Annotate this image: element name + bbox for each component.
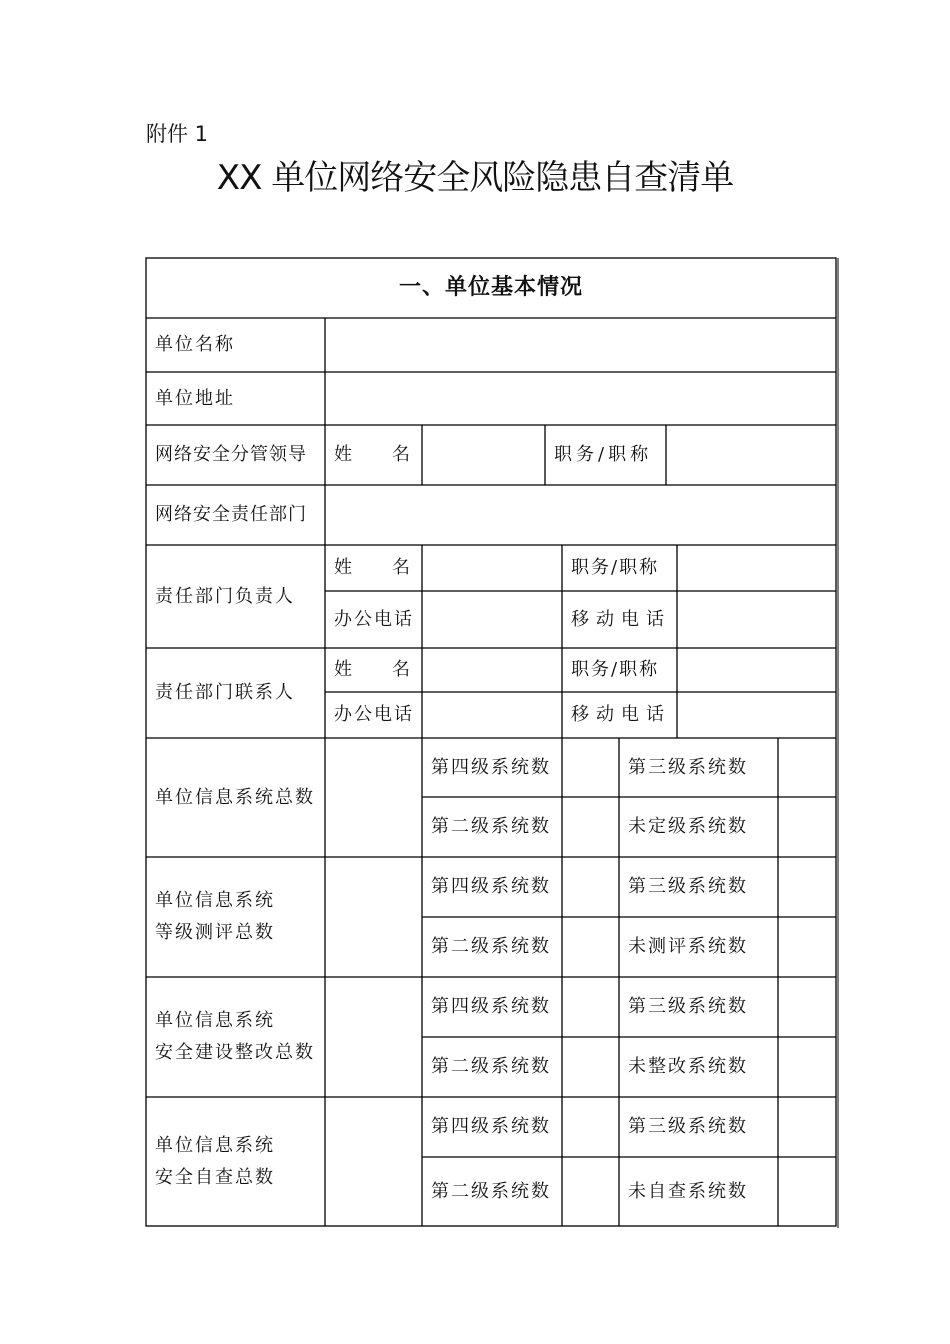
attachment-label: 附件 1 [146,122,209,146]
security-dept-label: 网络安全责任部门 [155,504,307,525]
name-char-2: 名 [392,557,412,578]
total-level2-field[interactable] [562,797,619,857]
eval-level4-field[interactable] [562,857,619,917]
systems-evaluation-field[interactable] [325,857,422,977]
dept-head-name-label [325,545,422,591]
dept-head-title-field[interactable] [677,545,836,591]
eval-level4-label: 第四级系统数 [431,876,551,897]
evaluation-label-line1: 单位信息系统 [155,890,275,911]
unit-address-field[interactable] [325,372,836,425]
dept-contact-title-field[interactable] [677,648,836,692]
total-unrated-field[interactable] [778,797,836,857]
dept-head-mobile-field[interactable] [677,591,836,648]
selfcheck-label-line1: 单位信息系统 [155,1134,275,1156]
document-title: XX 单位网络安全风险隐患自查清单 [216,158,734,198]
rect-level4-label: 第四级系统数 [431,996,551,1017]
total-level2-label: 第二级系统数 [431,816,551,837]
self-level3-field[interactable] [778,1097,836,1157]
total-level4-label: 第四级系统数 [431,756,551,778]
systems-total-field[interactable] [325,738,422,857]
self-level2-field[interactable] [562,1157,619,1226]
dept-contact-name-label [325,648,422,692]
self-level4-field[interactable] [562,1097,619,1157]
systems-rectification-field[interactable] [325,977,422,1097]
self-level4-label: 第四级系统数 [431,1116,551,1137]
self-unchecked-field[interactable] [778,1157,836,1226]
eval-level2-label: 第二级系统数 [431,936,551,957]
eval-unevaluated-label: 未测评系统数 [628,936,748,957]
selfcheck-label-line2: 安全自查总数 [155,1166,275,1188]
name-char-1: 姓 [334,659,354,680]
rect-level2-field[interactable] [562,1037,619,1097]
dept-contact-office-phone-field[interactable] [422,692,562,738]
self-unchecked-label: 未自查系统数 [628,1180,748,1202]
leader-name-label [325,425,422,485]
dept-contact-label: 责任部门联系人 [155,682,295,703]
unit-name-label: 单位名称 [155,334,235,355]
total-unrated-label: 未定级系统数 [628,816,748,837]
systems-total-label: 单位信息系统总数 [155,786,315,808]
evaluation-label-line2: 等级测评总数 [155,922,275,943]
eval-level3-label: 第三级系统数 [628,876,748,897]
dept-head-label: 责任部门负责人 [155,585,295,607]
dept-head-name-field[interactable] [422,545,562,591]
leader-title-field[interactable] [666,425,836,485]
rect-level4-field[interactable] [562,977,619,1037]
systems-evaluation-label [146,857,325,977]
dept-contact-title-label: 职务/职称 [571,659,660,680]
rectification-label-line2: 安全建设整改总数 [155,1042,315,1063]
name-char-2: 名 [392,659,412,680]
self-level2-label: 第二级系统数 [431,1180,551,1202]
name-char-2: 名 [392,444,412,465]
systems-selfcheck-label [146,1097,325,1226]
dept-head-office-phone-field[interactable] [422,591,562,648]
unit-address-label: 单位地址 [155,387,235,409]
name-char-1: 姓 [334,444,354,465]
systems-rectification-label [146,977,325,1097]
rect-level2-label: 第二级系统数 [431,1056,551,1077]
eval-unevaluated-field[interactable] [778,917,836,977]
rectification-label-line1: 单位信息系统 [155,1010,275,1031]
dept-head-title-label: 职务/职称 [571,557,660,578]
dept-head-office-phone-label: 办公电话 [334,608,414,630]
security-leader-label: 网络安全分管领导 [155,444,307,465]
eval-level2-field[interactable] [562,917,619,977]
rect-unrectified-field[interactable] [778,1037,836,1097]
eval-level3-field[interactable] [778,857,836,917]
leader-title-label: 职务/职称 [554,444,653,465]
dept-contact-office-phone-label: 办公电话 [334,704,414,725]
dept-contact-name-field[interactable] [422,648,562,692]
leader-name-field[interactable] [422,425,545,485]
dept-contact-mobile-label: 移动电话 [571,704,671,725]
self-level3-label: 第三级系统数 [628,1116,748,1137]
dept-contact-mobile-field[interactable] [677,692,836,738]
systems-selfcheck-field[interactable] [325,1097,422,1226]
total-level3-field[interactable] [778,738,836,797]
section-basic-info-title: 一、单位基本情况 [398,275,583,300]
name-char-1: 姓 [334,557,354,578]
dept-head-mobile-label: 移动电话 [571,608,671,630]
unit-name-field[interactable] [325,318,836,372]
rect-level3-label: 第三级系统数 [628,996,748,1017]
total-level4-field[interactable] [562,738,619,797]
rect-level3-field[interactable] [778,977,836,1037]
total-level3-label: 第三级系统数 [628,756,748,778]
rect-unrectified-label: 未整改系统数 [628,1056,748,1077]
security-dept-field[interactable] [325,485,836,545]
